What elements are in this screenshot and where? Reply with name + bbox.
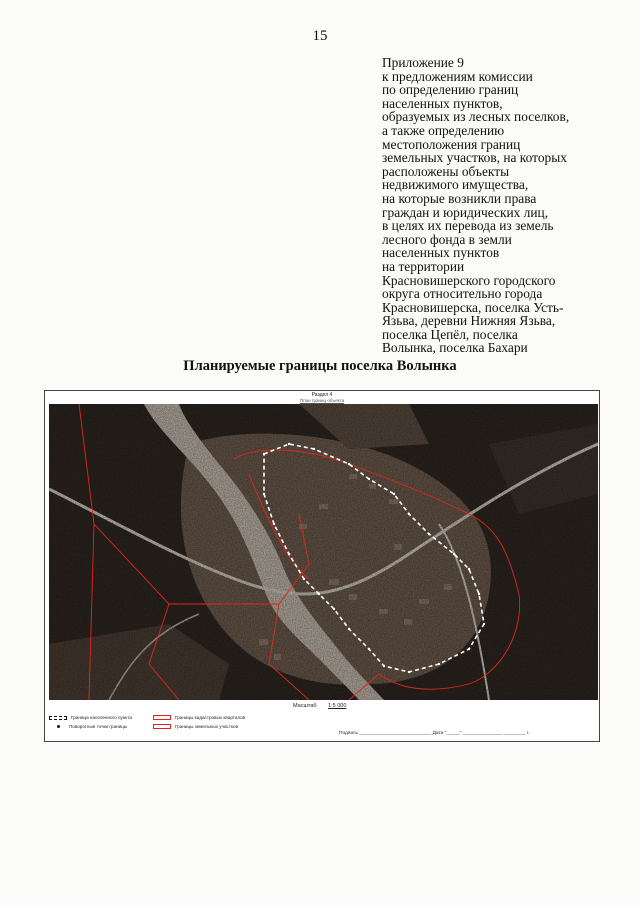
appendix-line: на которые возникли права xyxy=(382,190,537,206)
appendix-caption xyxy=(382,56,632,355)
satellite-map-svg xyxy=(49,404,598,700)
appendix-line: недвижимого имущества, xyxy=(382,177,529,193)
appendix-line: а также определению xyxy=(382,122,505,138)
scale-value: 1:5 000 xyxy=(328,703,347,709)
legend-land-plots: Границы земельных участков xyxy=(153,724,238,729)
appendix-line: образуемых из лесных поселков, xyxy=(382,109,570,125)
signature-line: Подпись ___________________________ Дата "_____" _______________ ________ г. xyxy=(339,731,530,736)
scale-label: Масштаб xyxy=(293,703,317,709)
satellite-map xyxy=(49,404,598,700)
appendix-line: населенных пунктов, xyxy=(382,95,503,111)
appendix-line: граждан и юридических лиц, xyxy=(382,204,549,220)
image-grain xyxy=(49,404,598,700)
page-number: 15 xyxy=(312,28,328,44)
appendix-line: Волынка, поселка Бахари xyxy=(382,340,528,356)
red-rectangle-icon xyxy=(153,715,171,720)
map-scale xyxy=(293,703,346,709)
appendix-line: Язьва, деревни Нижняя Язьва, xyxy=(382,313,556,329)
appendix-line: расположены объекты xyxy=(382,163,510,179)
appendix-line: Красновишерска, поселка Усть- xyxy=(382,299,564,315)
dashed-line-icon xyxy=(49,716,67,720)
map-sheet xyxy=(44,390,600,742)
legend-cadastral-quarters: Границы кадастровых кварталов xyxy=(153,715,245,720)
map-subtitle: План границ объекта xyxy=(299,398,345,403)
dot-icon xyxy=(57,725,60,728)
legend-turning-points: Поворотные точки границы xyxy=(49,724,127,729)
red-rectangle-icon xyxy=(153,724,171,729)
appendix-line: к предложениям комиссии xyxy=(382,68,533,84)
appendix-line: местоположения границ xyxy=(382,136,521,152)
appendix-line: округа относительно города xyxy=(382,286,543,302)
appendix-line: Красновишерского городского xyxy=(382,272,556,288)
appendix-line: земельных участков, на которых xyxy=(382,150,567,166)
appendix-line: Приложение 9 xyxy=(382,55,464,70)
appendix-line: по определению границ xyxy=(382,82,519,98)
appendix-line: на территории xyxy=(382,258,465,274)
appendix-line: населенных пунктов xyxy=(382,245,500,261)
legend-settlement-border: Граница населенного пункта xyxy=(49,715,132,720)
map-section-label: Раздел 4 xyxy=(311,392,333,398)
map-header xyxy=(45,392,599,404)
appendix-line: лесного фонда в земли xyxy=(382,231,512,247)
appendix-line: поселка Цепёл, поселка xyxy=(382,326,518,342)
page-title: Планируемые границы поселка Волынка xyxy=(183,358,457,374)
appendix-line: в целях их перевода из земель xyxy=(382,218,554,234)
